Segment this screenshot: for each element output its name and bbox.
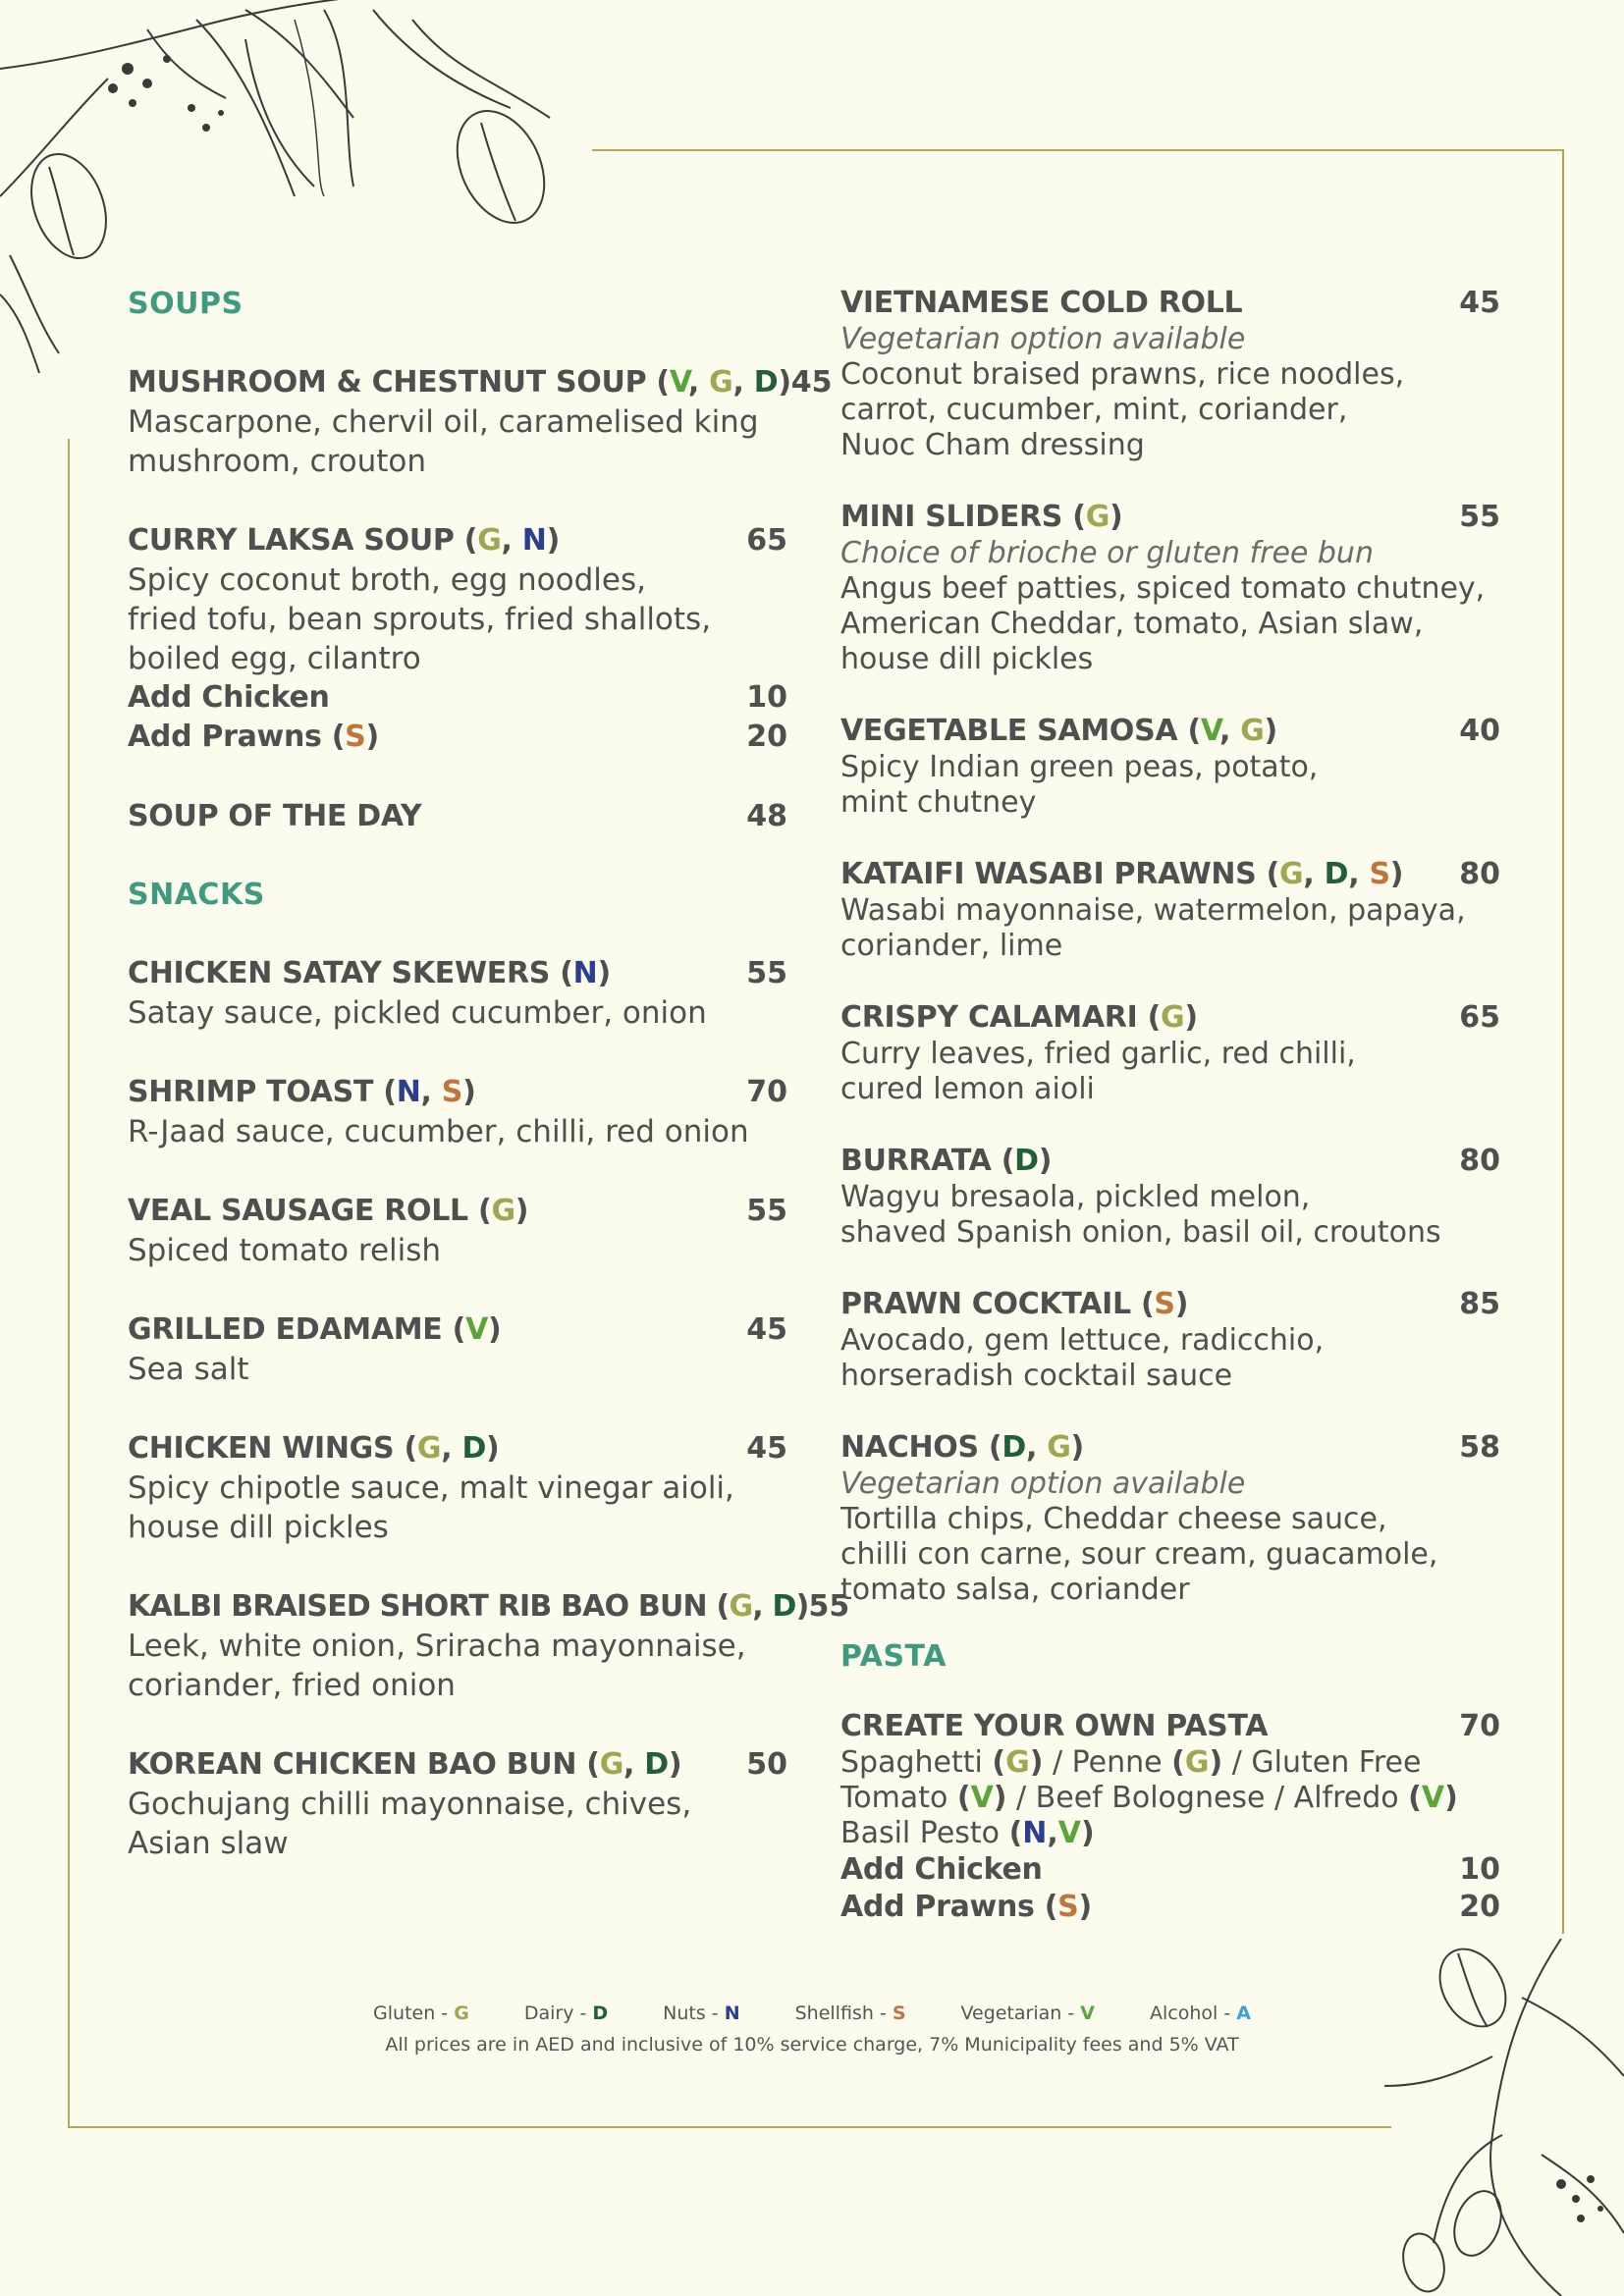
item-note: Vegetarian option available: [840, 1467, 1246, 1501]
item-description: American Cheddar, tomato, Asian slaw,: [840, 607, 1424, 641]
item-description: Coconut braised prawns, rice noodles,: [840, 357, 1405, 392]
legend-dairy: Dairy - D: [523, 2002, 609, 2024]
item-price: 70: [1459, 1709, 1500, 1743]
item-name: PRAWN COCKTAIL (S): [840, 1287, 1189, 1321]
menu-left-column: [128, 285, 850, 1863]
item-description: tomato salsa, coriander: [840, 1573, 1190, 1607]
item-price: 45: [790, 365, 833, 400]
item-price: 40: [1459, 714, 1500, 748]
item-description: house dill pickles: [840, 642, 1094, 676]
item-name: KOREAN CHICKEN BAO BUN (G, D): [128, 1747, 682, 1782]
item-description: Wagyu bresaola, pickled melon,: [840, 1180, 1311, 1214]
item-description: mushroom, crouton: [128, 444, 427, 479]
item-name: SOUP OF THE DAY: [128, 799, 422, 833]
item-description: Tomato (V) / Beef Bolognese / Alfredo (V): [840, 1781, 1458, 1815]
menu-item: [128, 1429, 787, 1547]
item-description: house dill pickles: [128, 1510, 389, 1545]
item-description: shaved Spanish onion, basil oil, croutons: [840, 1215, 1441, 1250]
item-description: Leek, white onion, Sriracha mayonnaise,: [128, 1629, 746, 1664]
frame-line-right: [1562, 149, 1564, 1934]
item-description: Sea salt: [128, 1352, 249, 1387]
menu-item: [128, 1745, 787, 1863]
allergen-legend: [0, 2002, 1624, 2024]
addon-name: Add Prawns (S): [840, 1890, 1092, 1924]
item-description: Basil Pesto (N,V): [840, 1816, 1095, 1850]
item-price: 65: [1459, 1000, 1500, 1035]
menu-item: [128, 1192, 787, 1270]
item-description: R-Jaad sauce, cucumber, chilli, red onion: [128, 1114, 749, 1149]
item-price: 80: [1459, 857, 1500, 891]
item-name: SHRIMP TOAST (N, S): [128, 1075, 476, 1109]
item-description: boiled egg, cilantro: [128, 641, 421, 676]
menu-item: [128, 521, 787, 757]
item-description: Spicy Indian green peas, potato,: [840, 750, 1319, 784]
price-footnote: All prices are in AED and inclusive of 10% service charge, 7% Municipality fees and 5% VAT: [385, 2034, 1239, 2056]
item-description: chilli con carne, sour cream, guacamole,: [840, 1537, 1438, 1572]
legend-gluten: Gluten - G: [373, 2002, 469, 2024]
addon-name: Add Prawns (S): [128, 720, 379, 754]
item-name: NACHOS (D, G): [840, 1430, 1084, 1465]
menu-item: [840, 499, 1500, 677]
item-name: CREATE YOUR OWN PASTA: [840, 1709, 1269, 1743]
item-price: 85: [1459, 1287, 1500, 1321]
menu-item: [840, 856, 1500, 964]
item-description: coriander, fried onion: [128, 1668, 456, 1703]
addon-name: Add Chicken: [128, 680, 330, 715]
section-title-pasta: PASTA: [840, 1639, 947, 1674]
menu-item: [128, 797, 787, 836]
addon-price: 20: [1459, 1890, 1500, 1924]
item-description: Tortilla chips, Cheddar cheese sauce,: [840, 1502, 1387, 1536]
frame-line-top: [592, 149, 1564, 151]
menu-item: [840, 713, 1500, 821]
item-description: Spicy chipotle sauce, malt vinegar aioli,: [128, 1470, 734, 1506]
item-name: CHICKEN WINGS (G, D): [128, 1431, 500, 1466]
section-title-snacks: SNACKS: [128, 878, 265, 912]
menu-item: [128, 1073, 787, 1151]
menu-item: [128, 954, 787, 1033]
menu-item: [128, 1310, 787, 1389]
menu-item: [840, 1143, 1500, 1251]
legend-nuts: Nuts - N: [663, 2002, 740, 2024]
item-price: 70: [746, 1075, 787, 1109]
item-price: 48: [746, 799, 787, 833]
item-description: Nuoc Cham dressing: [840, 428, 1145, 462]
item-description: horseradish cocktail sauce: [840, 1359, 1233, 1393]
item-price: 65: [746, 523, 787, 558]
item-description: Gochujang chilli mayonnaise, chives,: [128, 1787, 692, 1822]
item-description: Spaghetti (G) / Penne (G) / Gluten Free: [840, 1745, 1422, 1780]
addon-price: 10: [1459, 1852, 1500, 1887]
menu-item: [840, 1286, 1500, 1394]
item-price: 55: [746, 956, 787, 990]
menu-item: [840, 1708, 1500, 1926]
item-name: CRISPY CALAMARI (G): [840, 1000, 1198, 1035]
addon-price: 20: [746, 720, 787, 754]
menu-item: [128, 363, 833, 481]
menu-footer: [0, 2002, 1624, 2056]
item-description: Spicy coconut broth, egg noodles,: [128, 562, 646, 598]
item-description: coriander, lime: [840, 929, 1063, 963]
item-price: 80: [1459, 1144, 1500, 1178]
item-name: VEGETABLE SAMOSA (V, G): [840, 714, 1277, 748]
item-price: 50: [746, 1747, 787, 1782]
item-description: carrot, cucumber, mint, coriander,: [840, 393, 1348, 427]
item-price: 55: [746, 1194, 787, 1228]
item-description: mint chutney: [840, 785, 1037, 820]
item-name: VEAL SAUSAGE ROLL (G): [128, 1194, 529, 1228]
item-name: CURRY LAKSA SOUP (G, N): [128, 523, 560, 558]
item-description: Curry leaves, fried garlic, red chilli,: [840, 1037, 1356, 1071]
menu-item: [840, 999, 1500, 1107]
item-name: KALBI BRAISED SHORT RIB BAO BUN (G, D): [128, 1589, 809, 1624]
item-price: 58: [1459, 1430, 1500, 1465]
item-description: Wasabi mayonnaise, watermelon, papaya,: [840, 893, 1466, 928]
menu-item: [840, 285, 1500, 463]
item-name: GRILLED EDAMAME (V): [128, 1312, 502, 1347]
item-name: VIETNAMESE COLD ROLL: [840, 286, 1243, 320]
item-description: Angus beef patties, spiced tomato chutney,: [840, 571, 1486, 606]
item-name: MINI SLIDERS (G): [840, 500, 1123, 534]
menu-right-column: [840, 285, 1500, 1926]
olive-sprig-illustration: [1365, 1939, 1624, 2296]
item-price: 45: [746, 1431, 787, 1466]
menu-item: [840, 1429, 1500, 1608]
item-description: Mascarpone, chervil oil, caramelised king: [128, 404, 759, 440]
item-name: BURRATA (D): [840, 1144, 1053, 1178]
menu-item: [128, 1587, 850, 1705]
item-price: 55: [808, 1589, 850, 1624]
legend-shellfish: Shellfish - S: [794, 2002, 906, 2024]
item-price: 45: [1459, 286, 1500, 320]
frame-line-left: [68, 439, 70, 2127]
item-note: Vegetarian option available: [840, 322, 1246, 356]
item-name: CHICKEN SATAY SKEWERS (N): [128, 956, 611, 990]
section-title-soups: SOUPS: [128, 287, 244, 321]
item-price: 45: [746, 1312, 787, 1347]
item-description: cured lemon aioli: [840, 1072, 1095, 1106]
legend-vegetarian: Vegetarian - V: [960, 2002, 1095, 2024]
item-description: Asian slaw: [128, 1826, 289, 1861]
item-note: Choice of brioche or gluten free bun: [840, 536, 1374, 570]
item-description: fried tofu, bean sprouts, fried shallots,: [128, 602, 712, 637]
addon-name: Add Chicken: [840, 1852, 1043, 1887]
legend-alcohol: Alcohol - A: [1149, 2002, 1251, 2024]
item-name: MUSHROOM & CHESTNUT SOUP (V, G, D): [128, 365, 791, 400]
item-description: Satay sauce, pickled cucumber, onion: [128, 995, 707, 1031]
item-description: Spiced tomato relish: [128, 1233, 442, 1268]
frame-line-bottom: [68, 2126, 1391, 2128]
addon-price: 10: [746, 680, 787, 715]
item-name: KATAIFI WASABI PRAWNS (G, D, S): [840, 857, 1404, 891]
item-price: 55: [1459, 500, 1500, 534]
item-description: Avocado, gem lettuce, radicchio,: [840, 1323, 1325, 1358]
